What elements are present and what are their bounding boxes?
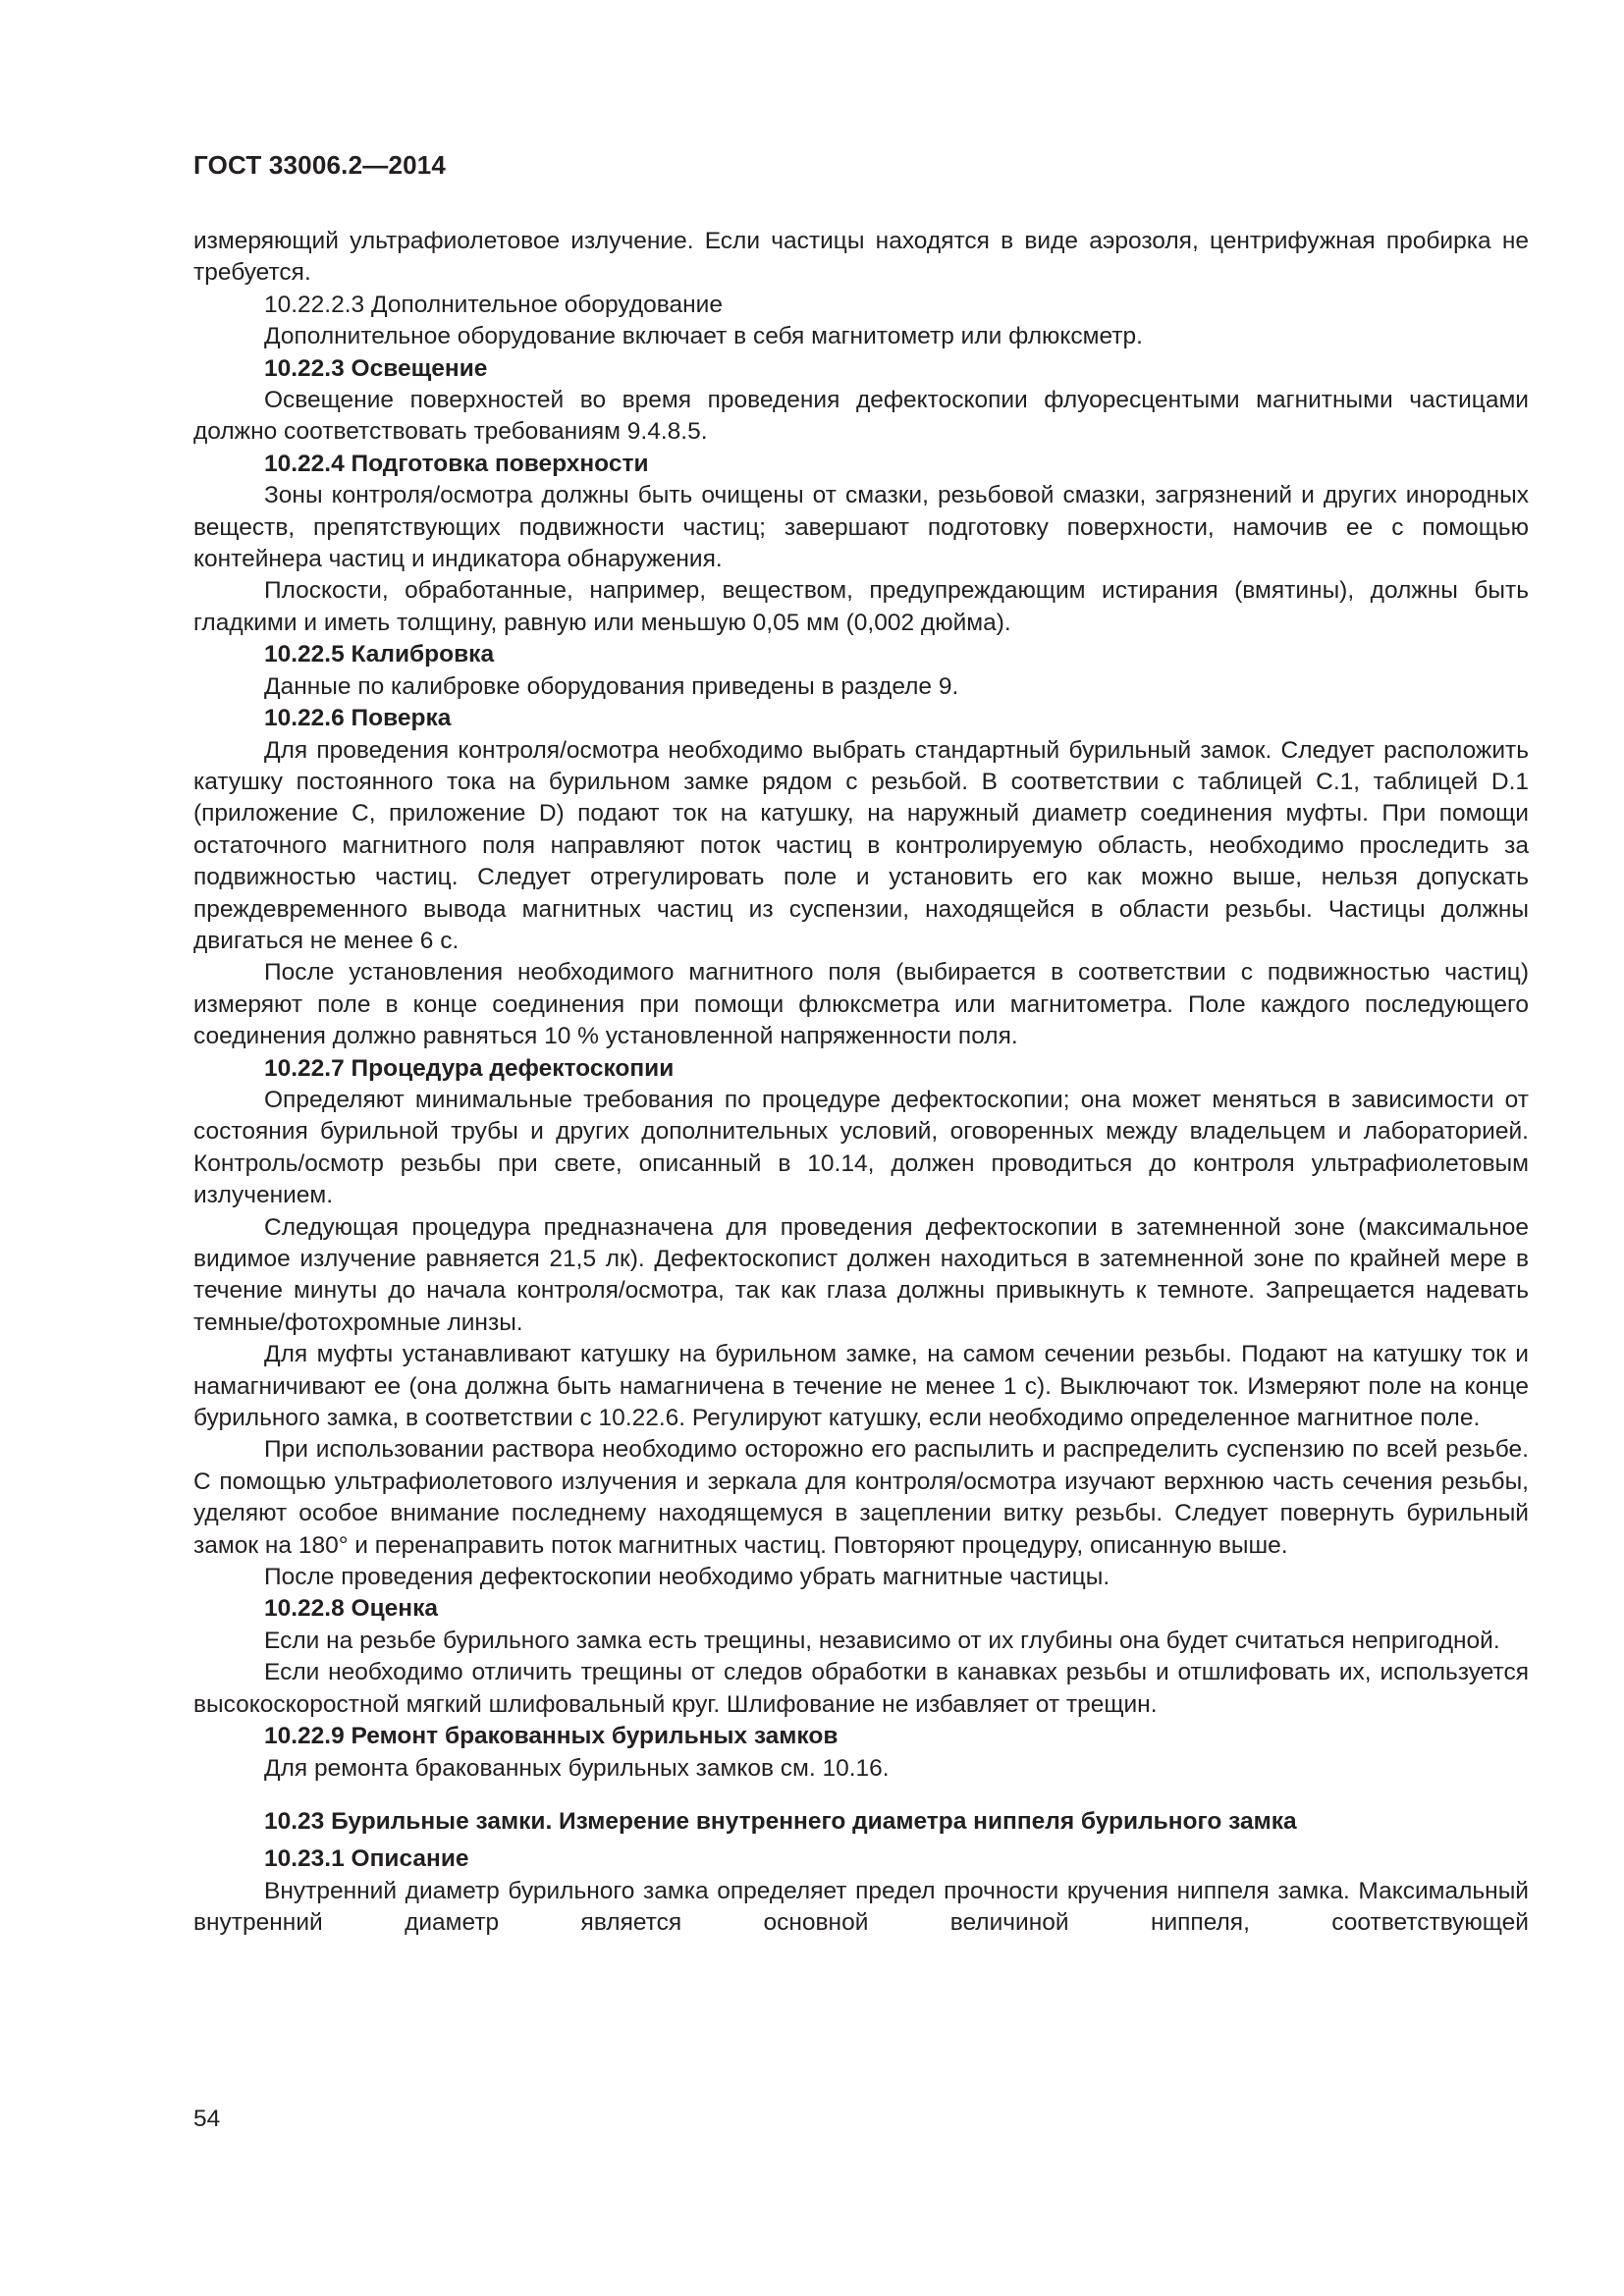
subsection-title: 10.22.2.3 Дополнительное оборудование <box>264 291 723 318</box>
paragraph: Для муфты устанавливают катушку на бурильном замке, на самом сечении резьбы. Подают на катушку ток и намагничивают ее (она должна быть намагничена в течение не менее 1 с). Выключают ток. Измеряют поле на конце бурильного замка, в соответствии с 10.22.6. Регулируют катушку, если необходимо определенное магнитное поле. <box>193 1341 1529 1432</box>
paragraph: Данные по калибровке оборудования приведены в разделе 9. <box>264 672 959 700</box>
section-heading: 10.22.7 Процедура дефектоскопии <box>264 1054 675 1082</box>
page-number: 54 <box>193 2106 221 2132</box>
section-heading: 10.23.1 Описание <box>264 1845 469 1873</box>
standard-header: ГОСТ 33006.2—2014 <box>193 150 447 180</box>
paragraph: Освещение поверхностей во время проведения дефектоскопии флуоресцентыми магнитными частицами должно соответствовать требованиям 9.4.8.5. <box>193 387 1529 446</box>
paragraph: Плоскости, обработанные, например, веществом, предупреждающим истирания (вмятины), должны быть гладкими и иметь толщину, равную или меньшую 0,05 мм (0,002 дюйма). <box>193 577 1529 636</box>
major-section-heading: 10.23 Бурильные замки. Измерение внутреннего диаметра ниппеля бурильного замка <box>264 1807 1297 1835</box>
paragraph: Если на резьбе бурильного замка есть трещины, независимо от их глубины она будет считаться непригодной. <box>264 1627 1500 1654</box>
paragraph: Внутренний диаметр бурильного замка определяет предел прочности кручения ниппеля замка. Максимальный внутренний диаметр является основной величиной ниппеля, соответствующей <box>193 1877 1529 1937</box>
section-heading: 10.22.6 Поверка <box>264 705 452 732</box>
paragraph: Следующая процедура предназначена для проведения дефектоскопии в затемненной зоне (максимальное видимое излучение равняется 21,5 лк). Дефектоскопист должен находиться в затемненной зоне по крайней мере в течение минуты до начала контроля/осмотра, так как глаза должны привыкнуть к темноте. Запрещается надевать темные/фотохромные линзы. <box>193 1213 1529 1336</box>
paragraph: измеряющий ультрафиолетовое излучение. Если частицы находятся в виде аэрозоля, центрифужная пробирка не требуется. <box>193 228 1529 287</box>
paragraph: При использовании раствора необходимо осторожно его распылить и распределить суспензию по всей резьбе. С помощью ультрафиолетового излучения и зеркала для контроля/осмотра изучают верхнюю часть сечения резьбы, уделяют особое внимание последнему находящемуся в зацеплении витку резьбы. Следует повернуть бурильный замок на 180° и перенаправить поток магнитных частиц. Повторяют процедуру, описанную выше. <box>193 1436 1529 1559</box>
paragraph: Определяют минимальные требования по процедуре дефектоскопии; она может меняться в зависимости от состояния бурильной трубы и других дополнительных условий, оговоренных между владельцем и лабораторией. Контроль/осмотр резьбы при свете, описанный в 10.14, должен проводиться до контроля ультрафиолетовым излучением. <box>193 1086 1529 1209</box>
body-text <box>193 226 1529 1940</box>
section-heading: 10.22.3 Освещение <box>264 354 488 382</box>
section-heading: 10.22.8 Оценка <box>264 1595 438 1623</box>
paragraph: Если необходимо отличить трещины от следов обработки в канавках резьбы и отшлифовать их, используется высокоскоростной мягкий шлифовальный круг. Шлифование не избавляет от трещин. <box>193 1659 1529 1718</box>
paragraph: После установления необходимого магнитного поля (выбирается в соответствии с подвижностью частиц) измеряют поле в конце соединения при помощи флюксметра или магнитометра. Поле каждого последующего соединения должно равняться 10 % установленной напряженности поля. <box>193 959 1529 1050</box>
section-heading: 10.22.9 Ремонт бракованных бурильных замков <box>264 1723 839 1750</box>
paragraph: Дополнительное оборудование включает в себя магнитометр или флюксметр. <box>264 323 1143 350</box>
paragraph: После проведения дефектоскопии необходимо убрать магнитные частицы. <box>264 1564 1110 1591</box>
paragraph: Зоны контроля/осмотра должны быть очищены от смазки, резьбовой смазки, загрязнений и других инородных веществ, препятствующих подвижности частиц; завершают подготовку поверхности, намочив ее с помощью контейнера частиц и индикатора обнаружения. <box>193 482 1529 573</box>
section-heading: 10.22.5 Калибровка <box>264 641 495 668</box>
paragraph: Для проведения контроля/осмотра необходимо выбрать стандартный бурильный замок. Следует расположить катушку постоянного тока на бурильном замке рядом с резьбой. В соответствии с таблицей С.1, таблицей D.1 (приложение С, приложение D) подают ток на катушку, на наружный диаметр соединения муфты. При помощи остаточного магнитного поля направляют поток частиц в контролируемую область, необходимо проследить за подвижностью частиц. Следует отрегулировать поле и установить его как можно выше, нельзя допускать преждевременного вывода магнитных частиц из суспензии, находящейся в области резьбы. Частицы должны двигаться не менее 6 с. <box>193 736 1529 954</box>
section-heading: 10.22.4 Подготовка поверхности <box>264 450 649 477</box>
paragraph: Для ремонта бракованных бурильных замков см. 10.16. <box>264 1754 890 1782</box>
